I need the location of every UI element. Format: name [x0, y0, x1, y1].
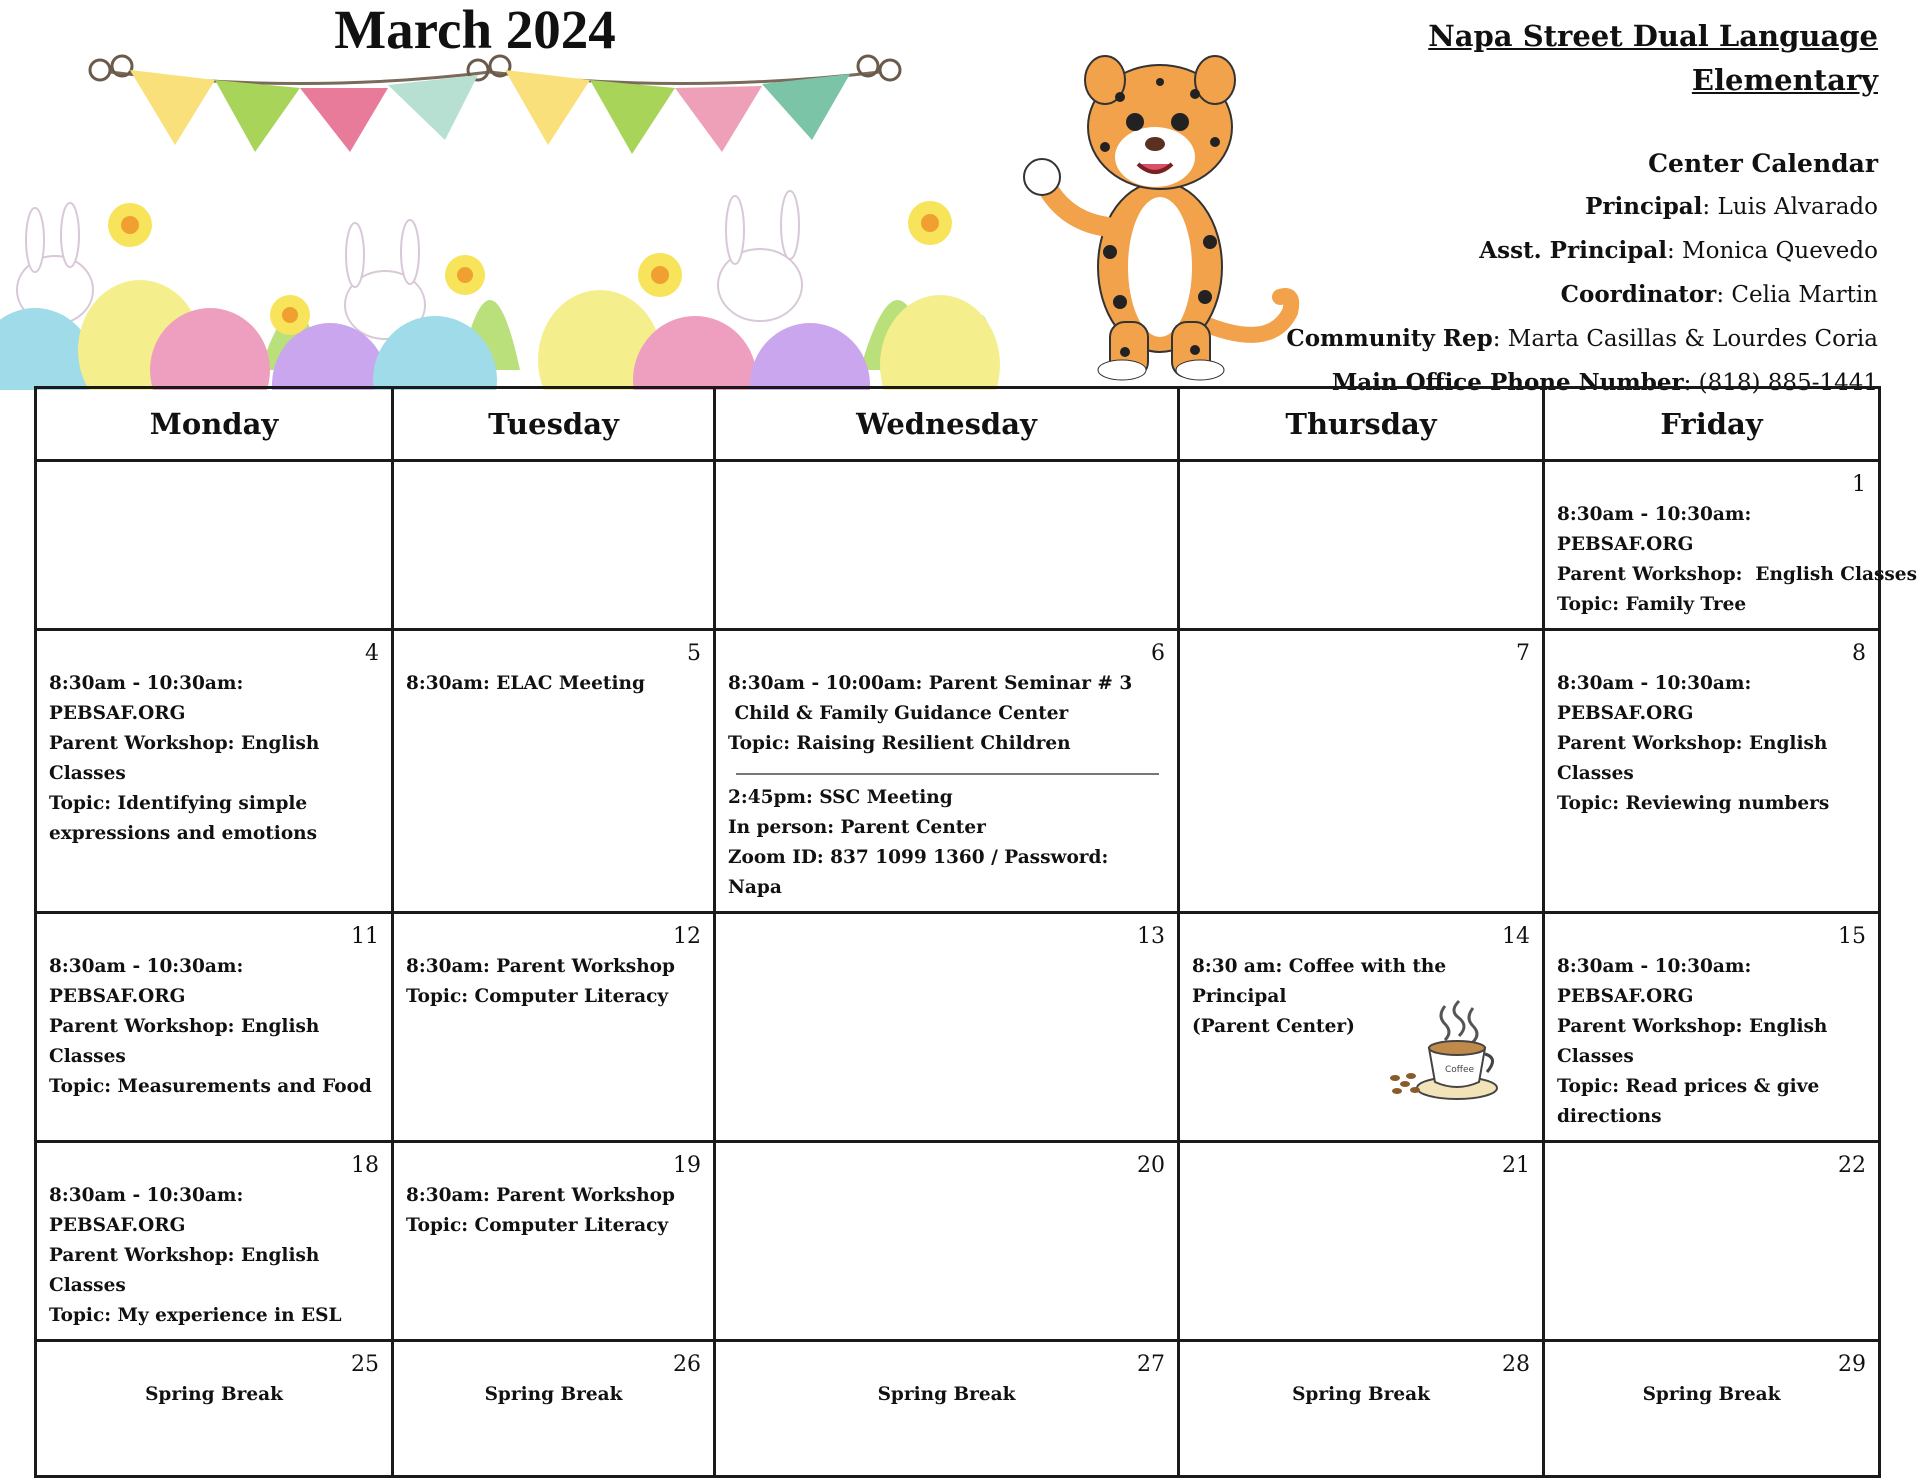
- day-number: 15: [1838, 924, 1866, 949]
- day-number: [1192, 470, 1530, 500]
- day-cell: [715, 630, 1179, 913]
- center-calendar-title: Center Calendar: [1648, 149, 1878, 178]
- event-line: 8:30 am: Coffee with the Principal: [1192, 956, 1447, 1007]
- weekday-header: Friday: [1544, 388, 1880, 461]
- phone-value: : (818) 885-1441: [1683, 370, 1878, 396]
- day-cell: [715, 1341, 1179, 1477]
- principal-label: Principal: [1585, 193, 1703, 220]
- day-cell: [393, 913, 715, 1142]
- day-cell: [715, 1142, 1179, 1341]
- day-number: 7: [1516, 641, 1530, 666]
- weekday-header: Thursday: [1179, 388, 1544, 461]
- event-line: 8:30am - 10:30am: PEBSAF.ORG: [1557, 673, 1752, 724]
- event-line: Topic: Raising Resilient Children: [728, 733, 1071, 754]
- week-row: [36, 1341, 1880, 1477]
- community-rep-name: : Marta Casillas & Lourdes Coria: [1492, 326, 1878, 352]
- event-line: Parent Workshop: English Classes: [1557, 564, 1917, 585]
- event-line: In person: Parent Center: [728, 817, 986, 838]
- day-cell: [36, 630, 393, 913]
- event-line: Topic: Read prices & give: [1557, 1076, 1820, 1097]
- day-cell: [715, 913, 1179, 1142]
- community-rep-label: Community Rep: [1286, 325, 1493, 352]
- month-title: March 2024: [334, 0, 616, 60]
- principal-name: : Luis Alvarado: [1702, 194, 1878, 220]
- event-line: Topic: Identifying simple: [49, 793, 308, 814]
- day-number: 27: [1137, 1352, 1165, 1377]
- event-line: Parent Workshop: English Classes: [49, 1245, 320, 1296]
- coordinator-name: : Celia Martin: [1716, 282, 1878, 308]
- day-cell: [393, 1142, 715, 1341]
- day-number: 8: [1852, 641, 1866, 666]
- day-number: 6: [1151, 641, 1165, 666]
- day-number: [728, 470, 1165, 500]
- principal-line: [1238, 185, 1878, 229]
- event-line: Topic: Reviewing numbers: [1557, 793, 1830, 814]
- event-line: Parent Workshop: English Classes: [49, 1016, 320, 1067]
- day-cell: [393, 1341, 715, 1477]
- day-cell: [1544, 1341, 1880, 1477]
- day-cell: [1544, 630, 1880, 913]
- day-number: [49, 470, 379, 500]
- day-number: 21: [1502, 1153, 1530, 1178]
- week-row: [36, 461, 1880, 630]
- bow-icon: [90, 56, 900, 80]
- day-number: 12: [673, 924, 701, 949]
- asst-principal-label: Asst. Principal: [1479, 237, 1667, 264]
- day-cell: [1179, 1341, 1544, 1477]
- day-number: [406, 470, 701, 500]
- asst-principal-name: : Monica Quevedo: [1667, 238, 1878, 264]
- day-cell: [1179, 630, 1544, 913]
- day-number: 25: [351, 1352, 379, 1377]
- day-cell: [36, 913, 393, 1142]
- weekday-header: Wednesday: [715, 388, 1179, 461]
- day-number: 14: [1502, 924, 1530, 949]
- event-line: directions: [1557, 1106, 1662, 1127]
- event-line: 8:30am - 10:30am: PEBSAF.ORG: [49, 1185, 244, 1236]
- calendar-table: [34, 386, 1917, 1478]
- week-row: [36, 630, 1880, 913]
- week-row: [36, 913, 1880, 1142]
- event-line: 8:30am: Parent Workshop: [406, 956, 675, 977]
- day-cell: [1179, 1142, 1544, 1341]
- event-line: expressions and emotions: [49, 823, 318, 844]
- event-line: Parent Workshop: English Classes: [1557, 1016, 1828, 1067]
- day-cell: [36, 1142, 393, 1341]
- weekday-header-row: [36, 388, 1880, 461]
- thumbs-up-hand: [1024, 159, 1060, 195]
- day-number: 29: [1838, 1352, 1866, 1377]
- day-cell: [1179, 461, 1544, 630]
- day-number: 28: [1502, 1352, 1530, 1377]
- event-line: Topic: My experience in ESL: [49, 1305, 342, 1326]
- day-number: 18: [351, 1153, 379, 1178]
- coffee-cup-icon: [1387, 996, 1502, 1101]
- coordinator-line: [1238, 273, 1878, 317]
- day-cell: [1544, 1142, 1880, 1341]
- weekday-header: Monday: [36, 388, 393, 461]
- spring-break-label: Spring Break: [1292, 1384, 1430, 1405]
- school-name: Napa Street Dual Language Elementary: [1428, 19, 1878, 97]
- school-info: [1238, 14, 1878, 405]
- event-line: 8:30am - 10:00am: Parent Seminar # 3: [728, 673, 1133, 694]
- event-line: 2:45pm: SSC Meeting: [728, 787, 953, 808]
- event-line: Topic: Measurements and Food: [49, 1076, 372, 1097]
- day-number: 19: [673, 1153, 701, 1178]
- day-cell: [715, 461, 1179, 630]
- day-number: 20: [1137, 1153, 1165, 1178]
- community-rep-line: [1238, 317, 1878, 361]
- coordinator-label: Coordinator: [1560, 281, 1717, 308]
- week-row: [36, 1142, 1880, 1341]
- day-number: 5: [687, 641, 701, 666]
- day-cell: [36, 1341, 393, 1477]
- day-number: 11: [351, 924, 379, 949]
- event-line: 8:30am - 10:30am: PEBSAF.ORG: [49, 956, 244, 1007]
- event-line: 8:30am - 10:30am: PEBSAF.ORG: [49, 673, 244, 724]
- event-line: Topic: Family Tree: [1557, 594, 1747, 615]
- day-number: 1: [1852, 472, 1866, 497]
- phone-label: Main Office Phone Number: [1331, 369, 1684, 396]
- day-number: 26: [673, 1352, 701, 1377]
- event-line: Parent Workshop: English Classes: [1557, 733, 1828, 784]
- day-number: 4: [365, 641, 379, 666]
- event-line: 8:30am - 10:30am: PEBSAF.ORG: [1557, 504, 1752, 555]
- event-line: Topic: Computer Literacy: [406, 986, 669, 1007]
- event-line: Child & Family Guidance Center: [728, 703, 1069, 724]
- event-separator: [736, 773, 1159, 775]
- asst-principal-line: [1238, 229, 1878, 273]
- spring-break-label: Spring Break: [484, 1384, 623, 1405]
- event-line: 8:30am: ELAC Meeting: [406, 673, 645, 694]
- coffee-cup-label: Coffee: [1445, 1065, 1475, 1075]
- spring-break-label: Spring Break: [1642, 1384, 1781, 1405]
- event-line: 8:30am: Parent Workshop: [406, 1185, 675, 1206]
- event-line: Zoom ID: 837 1099 1360 / Password: Napa: [728, 847, 1109, 898]
- event-line: Topic: Computer Literacy: [406, 1215, 669, 1236]
- day-cell: [36, 461, 393, 630]
- event-line: (Parent Center): [1192, 1016, 1355, 1037]
- easter-banner-illustration: [0, 40, 1000, 390]
- day-cell: [1179, 913, 1544, 1142]
- spring-break-label: Spring Break: [877, 1384, 1016, 1405]
- event-line: Parent Workshop: English Classes: [49, 733, 320, 784]
- day-number: 22: [1838, 1153, 1866, 1178]
- day-cell: [393, 630, 715, 913]
- day-number: 13: [1137, 924, 1165, 949]
- day-cell: [1544, 461, 1917, 630]
- weekday-header: Tuesday: [393, 388, 715, 461]
- spring-break-label: Spring Break: [145, 1384, 283, 1405]
- event-line: 8:30am - 10:30am: PEBSAF.ORG: [1557, 956, 1752, 1007]
- day-cell: [1544, 913, 1880, 1142]
- day-cell: [393, 461, 715, 630]
